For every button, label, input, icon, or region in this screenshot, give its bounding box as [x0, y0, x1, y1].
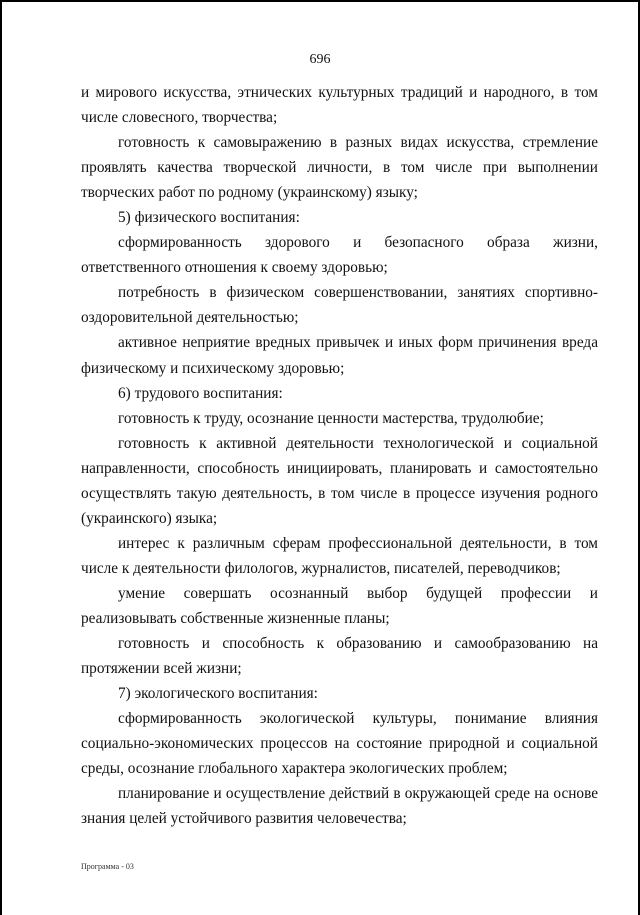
paragraph: сформированность экологической культуры, понимание влияния социально-экономических процессов на состояние природной и социальной среды, осознание глобального характера экологических проблем; [81, 710, 598, 778]
paragraph: готовность к труду, осознание ценности мастерства, трудолюбие; [118, 409, 544, 427]
paragraph: готовность к самовыражению в разных видах искусства, стремление проявлять качества творческой личности, в том числе при выполнении творческих работ по родному (украинскому) языку; [81, 134, 598, 202]
paragraph: сформированность здорового и безопасного образа жизни, ответственного отношения к своему здоровью; [81, 234, 598, 277]
paragraph: и мирового искусства, этнических культурных традиций и народного, в том числе словесного, творчества; [81, 84, 598, 127]
section-heading: 7) экологического воспитания: [118, 685, 318, 703]
paragraph: готовность и способность к образованию и самообразованию на протяжении всей жизни; [81, 635, 598, 678]
page-number: 696 [309, 52, 331, 67]
scan-edge-top [0, 0, 640, 2]
document-body [81, 80, 598, 831]
section-heading: 5) физического воспитания: [118, 209, 300, 227]
paragraph: планирование и осуществление действий в окружающей среде на основе знания целей устойчивого развития человечества; [81, 785, 598, 828]
section-heading: 6) трудового воспитания: [118, 384, 283, 402]
paragraph: интерес к различным сферам профессиональной деятельности, в том числе к деятельности филологов, журналистов, писателей, переводчиков; [81, 534, 598, 577]
paragraph: умение совершать осознанный выбор будущей профессии и реализовывать собственные жизненные планы; [81, 584, 598, 627]
page-footer: Программа - 03 [81, 862, 134, 871]
paragraph: активное неприятие вредных привычек и иных форм причинения вреда физическому и психическому здоровью; [81, 334, 598, 377]
paragraph: готовность к активной деятельности технологической и социальной направленности, способность инициировать, планировать и самостоятельно осуществлять такую деятельность, в том числе в процессе изучения родного (украинского) языка; [81, 434, 598, 527]
scan-edge-left [0, 0, 2, 915]
paragraph: потребность в физическом совершенствовании, занятиях спортивно-оздоровительной деятельностью; [81, 284, 598, 327]
